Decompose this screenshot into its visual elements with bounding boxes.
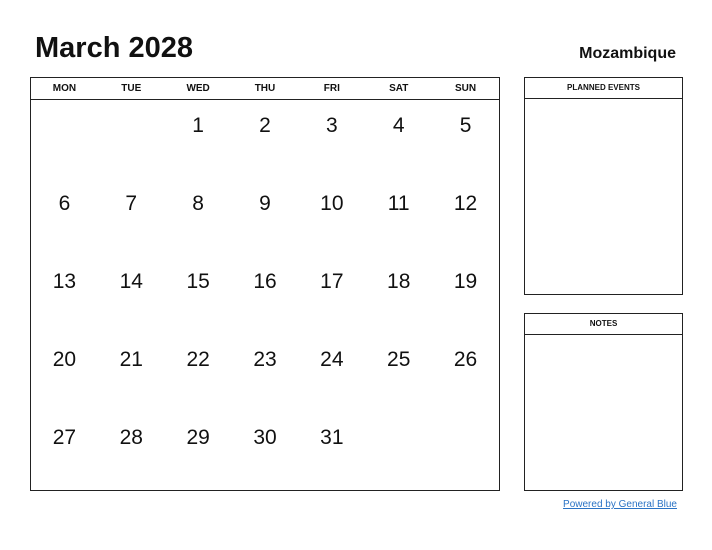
day-cell: 24 [320,348,344,371]
notes-panel [524,313,683,491]
day-cell: 6 [58,192,71,215]
country-label: Mozambique [579,45,676,62]
day-cell: 5 [459,114,472,137]
day-cell: 18 [387,270,411,293]
weekday-sat: SAT [389,83,409,94]
weekday-sun: SUN [455,83,477,94]
day-cell: 23 [253,348,277,371]
page-title: March 2028 [35,32,193,64]
notes-title: NOTES [525,314,682,335]
day-cell: 15 [186,270,210,293]
weekday-header-row [31,78,499,100]
calendar-days [31,100,499,490]
day-cell: 13 [52,270,77,293]
day-cell: 28 [119,426,143,449]
day-cell: 20 [52,348,77,371]
day-cell: 8 [192,192,204,215]
powered-by-link[interactable]: Powered by General Blue [563,499,677,510]
day-cell: 19 [453,270,478,293]
day-cell: 12 [453,192,478,215]
day-cell: 17 [320,270,344,293]
day-cell: 16 [253,270,277,293]
day-cell: 14 [119,270,143,293]
day-cell: 22 [186,348,210,371]
day-cell: 29 [186,426,210,449]
weekday-thu: THU [254,83,276,94]
day-cell: 25 [387,348,411,371]
weekday-wed: WED [186,83,210,94]
day-cell: 30 [253,426,277,449]
day-cell: 21 [119,348,143,371]
empty-day-cell [432,412,499,490]
planned-events-panel [524,77,683,295]
weekday-tue: TUE [121,83,142,94]
day-cell: 2 [259,114,271,137]
day-cell: 26 [453,348,478,371]
weekday-fri: FRI [323,83,340,94]
day-cell: 3 [326,114,338,137]
empty-day-cell [31,100,98,178]
day-cell: 31 [320,426,344,449]
calendar-grid [30,77,500,491]
day-cell: 1 [192,114,204,137]
day-cell: 11 [387,192,410,215]
day-cell: 10 [320,192,344,215]
empty-day-cell [365,412,432,490]
day-cell: 9 [259,192,271,215]
day-cell: 27 [52,426,77,449]
day-cell: 4 [392,114,405,137]
empty-day-cell [98,100,165,178]
weekday-mon: MON [52,83,77,94]
planned-events-title: PLANNED EVENTS [525,78,682,99]
day-cell: 7 [125,192,138,215]
